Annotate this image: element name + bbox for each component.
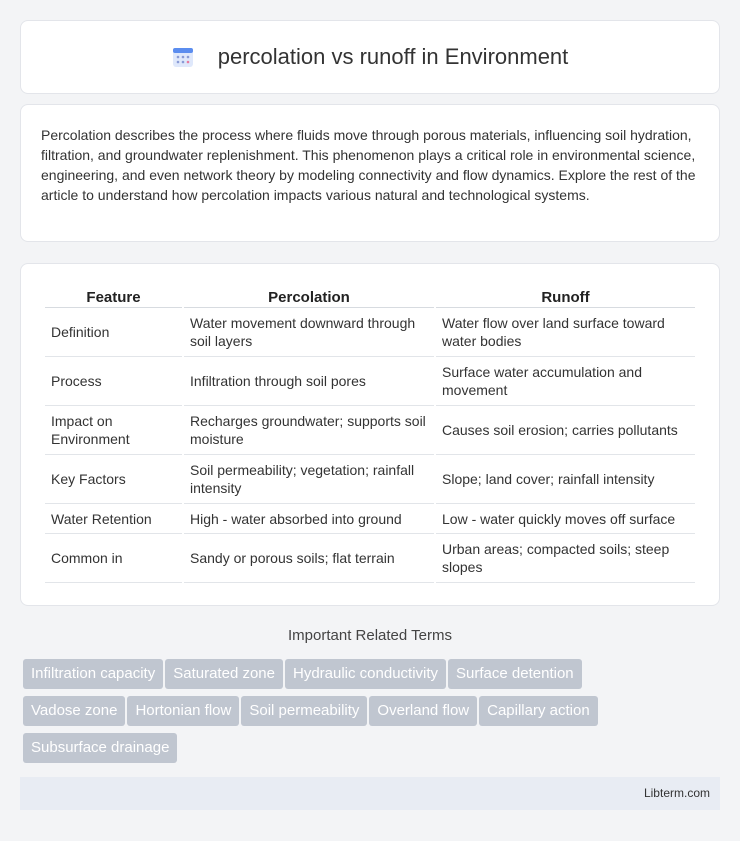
table-cell: Soil permeability; vegetation; rainfall intensity: [184, 455, 434, 504]
table-cell: Water movement downward through soil layers: [184, 308, 434, 357]
footer-site-link[interactable]: Libterm.com: [643, 786, 710, 800]
term-tag[interactable]: Hydraulic conductivity: [285, 659, 446, 689]
table-cell: Key Factors: [45, 455, 182, 504]
intro-text: Percolation describes the process where fluids move through porous materials, influencing soil hydration, filtration, and groundwater replenishment. This phenomenon plays a critical role in environmental science, engineering, and even network theory by modeling connectivity and flow dynamics. Explore the rest of the article to understand how percolation impacts various natural and technological systems.: [41, 127, 696, 203]
table-cell: Low - water quickly moves off surface: [436, 504, 695, 534]
term-tag[interactable]: Surface detention: [448, 659, 582, 689]
table-cell: Water flow over land surface toward water bodies: [436, 308, 695, 357]
table-cell: Causes soil erosion; carries pollutants: [436, 406, 695, 455]
table-cell: Common in: [45, 534, 182, 583]
term-tag[interactable]: Infiltration capacity: [23, 659, 163, 689]
table-row: [45, 534, 695, 583]
table-cell: Urban areas; compacted soils; steep slopes: [436, 534, 695, 583]
related-terms-title: Important Related Terms: [288, 627, 452, 644]
term-tag[interactable]: Overland flow: [369, 696, 477, 726]
comparison-table-card: [20, 263, 720, 606]
table-row: [45, 504, 695, 534]
related-terms-list: [23, 659, 713, 770]
page-title: percolation vs runoff in Environment: [217, 44, 569, 69]
term-tag[interactable]: Saturated zone: [165, 659, 283, 689]
table-row: [45, 308, 695, 357]
calendar-icon: [172, 46, 194, 68]
term-tag[interactable]: Hortonian flow: [127, 696, 239, 726]
table-cell: Sandy or porous soils; flat terrain: [184, 534, 434, 583]
term-tag[interactable]: Soil permeability: [241, 696, 367, 726]
footer: [20, 777, 720, 810]
column-header: Runoff: [436, 284, 695, 308]
table-cell: Impact on Environment: [45, 406, 182, 455]
table-cell: Process: [45, 357, 182, 406]
header-card: [20, 20, 720, 94]
table-row: [45, 357, 695, 406]
table-cell: Recharges groundwater; supports soil moisture: [184, 406, 434, 455]
table-header-row: [45, 284, 695, 308]
term-tag[interactable]: Capillary action: [479, 696, 598, 726]
column-header: Feature: [45, 284, 182, 308]
intro-card: [20, 104, 720, 242]
table-cell: Water Retention: [45, 504, 182, 534]
table-row: [45, 455, 695, 504]
table-row: [45, 406, 695, 455]
comparison-table: [43, 284, 697, 583]
table-cell: Surface water accumulation and movement: [436, 357, 695, 406]
table-cell: High - water absorbed into ground: [184, 504, 434, 534]
column-header: Percolation: [184, 284, 434, 308]
table-cell: Infiltration through soil pores: [184, 357, 434, 406]
table-cell: Definition: [45, 308, 182, 357]
table-cell: Slope; land cover; rainfall intensity: [436, 455, 695, 504]
term-tag[interactable]: Vadose zone: [23, 696, 125, 726]
term-tag[interactable]: Subsurface drainage: [23, 733, 177, 763]
